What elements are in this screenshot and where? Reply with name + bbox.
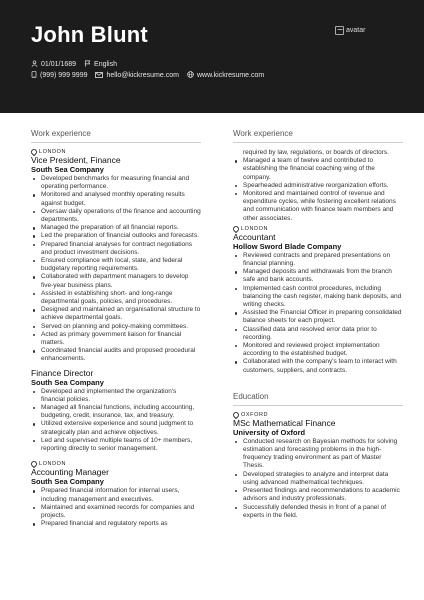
list-item: Developed and implemented the organization's financial policies. — [31, 388, 201, 404]
list-item: Presented findings and recommendations to academic advisors and industry professionals. — [233, 487, 403, 503]
list-item: Monitored and maintained control of revenue and expenditure cycles, while fostering excellent relations and communication with finance team members and other associates. — [233, 190, 403, 223]
email-item[interactable] — [95, 72, 178, 80]
list-item: Reviewed contracts and prepared presentations on financial planning. — [233, 252, 403, 268]
list-item: Monitored and analysed monthly operating results against budget. — [31, 191, 201, 207]
avatar-alt-text: avatar — [346, 27, 366, 34]
globe-icon — [187, 71, 194, 80]
phone-icon — [31, 71, 37, 80]
list-item: Collaborated with the company's team to interact with customers, suppliers, and contracts. — [233, 358, 403, 374]
company-name: South Sea Company — [31, 165, 104, 174]
list-item: required by law, regulations, or boards of directors. — [243, 149, 389, 156]
list-item: Maintained and examined records for companies and projects. — [31, 504, 201, 520]
school-name: University of Oxford — [233, 427, 306, 437]
location-text: LONDON — [241, 225, 269, 232]
person-icon — [31, 60, 38, 69]
degree-title: MSc Mathematical Finance — [233, 417, 336, 428]
list-item: Successfully defended thesis in front of a panel of experts in the field. — [233, 504, 403, 520]
job-title: Accounting Manager — [31, 467, 109, 478]
list-item: Assisted the Financial Officer in preparing consolidated balance sheets for each project. — [233, 309, 403, 325]
list-item: Oversaw daily operations of the finance and accounting departments. — [31, 208, 201, 224]
job-entry — [31, 369, 201, 454]
list-item: Managed the preparation of all financial reports. — [31, 224, 201, 232]
envelope-icon — [95, 72, 103, 80]
list-item: Spearheaded administrative reorganization efforts. — [233, 182, 403, 190]
avatar — [335, 26, 365, 35]
birthdate-text: 01/01/1689 — [41, 61, 77, 68]
list-item: Ensured compliance with local, state, and federal budgetary reporting requirements. — [31, 257, 201, 273]
job-title: Accountant — [233, 231, 276, 242]
language-item — [84, 60, 117, 69]
location-pin-icon — [233, 412, 238, 418]
list-item: Acted as primary government liaison for financial matters. — [31, 331, 201, 347]
job-bullet-list — [31, 487, 201, 528]
list-item: Managed deposits and withdrawals from the branch safe and bank accounts. — [233, 268, 403, 284]
section-title-education: Education — [233, 391, 269, 401]
resume-header — [0, 0, 424, 113]
list-item: Prepared financial analyses for contract negotiations and product investment decisions. — [31, 241, 201, 257]
contact-row-links — [31, 71, 272, 80]
list-item: Designed and maintained an organisational structure to achieve departmental goals. — [31, 306, 201, 322]
job-bullet-list — [233, 252, 403, 375]
phone-text: (999) 999 9999 — [40, 72, 88, 79]
education-bullet-list — [233, 438, 403, 520]
list-item: Conducted research on Bayesian methods for solving estimation and forecasting problems in the high-frequency trading environment as part of Master Thesis. — [233, 438, 403, 471]
job-title: Finance Director — [31, 367, 94, 378]
company-name: Hollow Sword Blade Company — [233, 241, 342, 251]
section-title-work-experience: Work experience — [31, 129, 91, 138]
section-title-work-experience: Work experience — [233, 129, 293, 138]
job-entry — [31, 461, 201, 528]
list-item: Served on planning and policy-making committees. — [31, 323, 201, 331]
job-bullet-list — [31, 175, 201, 364]
broken-image-icon — [335, 26, 344, 35]
flag-icon — [84, 60, 91, 69]
list-item: Prepared financial information for internal users, including management and executives. — [31, 487, 201, 503]
company-name: South Sea Company — [31, 477, 104, 487]
section-divider — [233, 142, 403, 143]
list-item: Developed strategies to analyze and interpret data using advanced mathematical techniques. — [233, 471, 403, 487]
location-text: LONDON — [39, 461, 67, 468]
list-item: Utilized extensive experience and sound judgment to strategically plan and achieve objectives. — [31, 420, 201, 436]
email-link: hello@kickresume.com — [106, 72, 179, 79]
candidate-name: John Blunt — [31, 22, 148, 47]
language-text: English — [94, 61, 118, 68]
job-bullet-list-continued — [233, 149, 403, 223]
right-column — [233, 129, 403, 520]
location-pin-icon — [31, 149, 36, 155]
company-name: South Sea Company — [31, 377, 104, 387]
website-link: www.kickresume.com — [196, 72, 265, 79]
list-item: Led the preparation of financial outlooks and forecasts. — [31, 232, 201, 240]
job-location — [233, 226, 403, 232]
phone-item[interactable] — [31, 71, 87, 80]
list-item: Developed benchmarks for measuring financial and operating performance. — [31, 175, 201, 191]
list-item: Prepared financial and regulatory reports as — [31, 520, 201, 528]
section-divider — [31, 142, 201, 143]
list-item: Led and supervised multiple teams of 10+ members, reporting directly to senior management. — [31, 437, 201, 453]
list-item: Implemented cash control procedures, including balancing the cash register, making bank deposits, and writing checks. — [233, 285, 403, 310]
website-item[interactable] — [187, 71, 264, 80]
job-title: Vice President, Finance — [31, 155, 121, 165]
list-item: Assisted in establishing short- and long-range departmental goals, policies, and procedures. — [31, 290, 201, 306]
left-column — [31, 129, 201, 528]
location-text: LONDON — [39, 149, 67, 155]
list-item: Collaborated with department managers to develop five-year business plans. — [31, 273, 201, 289]
section-divider — [233, 405, 403, 406]
list-item: Monitored and reviewed project implementation according to the established budget. — [233, 342, 403, 358]
education-entry — [233, 412, 403, 520]
list-item: Coordinated financial audits and proposed procedural enhancements. — [31, 347, 201, 363]
job-entry — [233, 226, 403, 375]
contact-row-personal — [31, 60, 125, 69]
list-item: Classified data and resolved error data prior to recording. — [233, 326, 403, 342]
list-item: Managed all financial functions, including accounting, budgeting, credit, insurance, tax, and treasury. — [31, 404, 201, 420]
location-text: OXFORD — [241, 411, 269, 418]
job-bullet-list — [31, 388, 201, 454]
birthdate-item — [31, 60, 76, 69]
education-location — [233, 412, 403, 418]
job-entry — [31, 149, 201, 364]
list-item: Managed a team of twelve and contributed to establishing the financial coaching wing of the company. — [233, 157, 403, 182]
location-pin-icon — [31, 461, 36, 467]
location-pin-icon — [233, 226, 238, 232]
